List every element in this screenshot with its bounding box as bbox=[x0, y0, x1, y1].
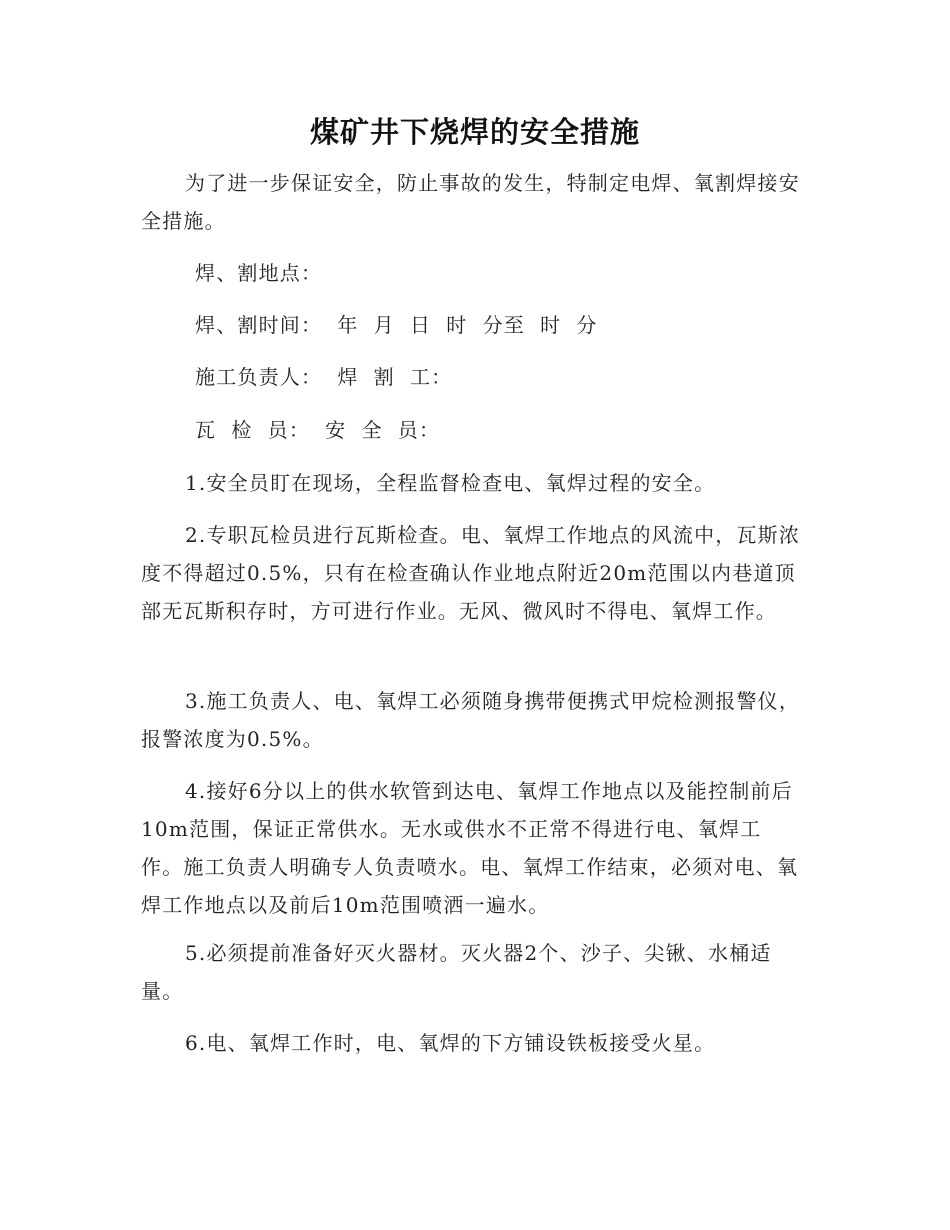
intro-paragraph: 为了进一步保证安全，防止事故的发生，特制定电焊、氧割焊接安全措施。 bbox=[141, 171, 800, 233]
item-6: 6.电、氧焊工作时，电、氧焊的下方铺设铁板接受火星。 bbox=[185, 1031, 716, 1055]
item-1: 1.安全员盯在现场，全程监督检查电、氧焊过程的安全。 bbox=[185, 471, 716, 495]
item-4: 4.接好6分以上的供水软管到达电、氧焊工作地点以及能控制前后10m范围，保证正常供水。无水或供水不正常不得进行电、氧焊工作。施工负责人明确专人负责喷水。电、氧焊工作结束，必须对电、氧焊工作地点以及前后10m范围喷洒一遍水。 bbox=[141, 779, 799, 917]
personnel-field: 施工负责人： 焊 割 工： bbox=[195, 365, 453, 389]
location-field: 焊、割地点： bbox=[195, 261, 323, 285]
item-5: 5.必须提前准备好灭火器材。灭火器2个、沙子、尖锹、水桶适量。 bbox=[141, 941, 772, 1003]
item-3: 3.施工负责人、电、氧焊工必须随身携带便携式甲烷检测报警仪，报警浓度为0.5%。 bbox=[141, 689, 801, 751]
time-field: 焊、割时间： 年 月 日 时 分至 时 分 bbox=[195, 313, 598, 337]
document-title: 煤矿井下烧焊的安全措施 bbox=[309, 115, 640, 149]
item-2: 2.专职瓦检员进行瓦斯检查。电、氧焊工作地点的风流中，瓦斯浓度不得超过0.5%，只有在检查确认作业地点附近20m范围以内巷道顶部无瓦斯积存时，方可进行作业。无风、微风时不得电、氧焊工作。 bbox=[141, 523, 801, 623]
inspector-field: 瓦 检 员： 安 全 员： bbox=[195, 418, 441, 442]
